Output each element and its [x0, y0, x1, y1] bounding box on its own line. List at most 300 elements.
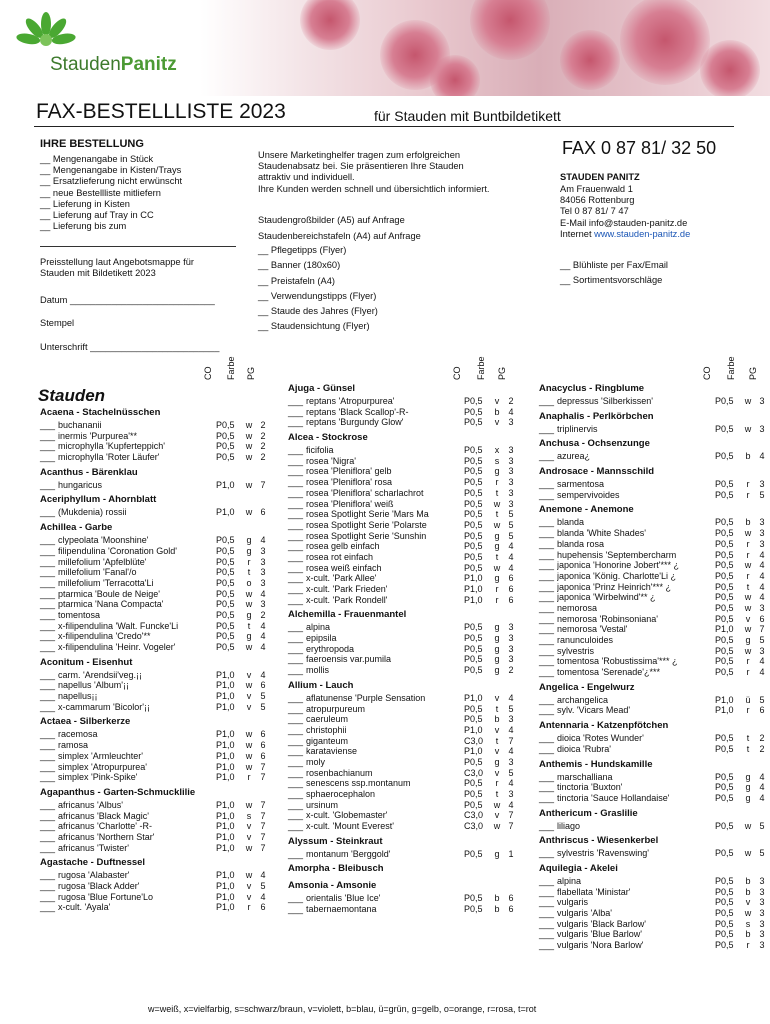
quantity-blank[interactable]: ___ [40, 420, 56, 430]
plant-row[interactable] [40, 729, 266, 740]
plant-row[interactable] [288, 498, 514, 510]
quantity-blank[interactable]: ___ [539, 479, 555, 490]
website-link[interactable]: www.stauden-panitz.de [594, 228, 691, 239]
extra-options[interactable] [560, 260, 668, 290]
plant-row[interactable] [40, 821, 266, 832]
plant-row[interactable] [288, 724, 514, 736]
plant-row[interactable] [288, 509, 514, 520]
flower-color: v [745, 897, 751, 908]
quantity-blank[interactable]: ___ [40, 740, 56, 751]
quantity-blank[interactable]: ___ [288, 541, 304, 552]
plant-row[interactable] [40, 881, 266, 892]
quantity-blank[interactable]: ___ [40, 507, 56, 518]
flower-color: r [247, 772, 251, 783]
option-item[interactable]: __ Banner (180x60) [258, 260, 341, 271]
option-item[interactable]: __ Pflegetipps (Flyer) [258, 245, 347, 255]
plant-row[interactable] [40, 535, 266, 546]
option-item[interactable]: __ Preistafeln (A4) [258, 275, 335, 286]
quantity-blank[interactable]: ___ [288, 498, 304, 509]
quantity-blank[interactable]: ___ [288, 530, 304, 541]
price-group: 6 [508, 584, 514, 594]
price-group: 6 [508, 904, 514, 915]
plant-row[interactable] [539, 743, 765, 755]
quantity-blank[interactable]: ___ [539, 897, 555, 908]
quantity-blank[interactable]: ___ [288, 584, 304, 594]
quantity-blank[interactable]: ___ [40, 479, 56, 490]
flower-color: r [746, 705, 750, 716]
plant-row[interactable] [40, 599, 266, 610]
quantity-blank[interactable]: ___ [40, 609, 56, 620]
genus-heading: Androsace - Mannsschild [539, 466, 655, 478]
quantity-blank[interactable]: ___ [539, 517, 555, 528]
quantity-blank[interactable]: ___ [539, 733, 555, 744]
quantity-blank[interactable]: ___ [539, 624, 555, 635]
plant-row[interactable] [539, 929, 765, 940]
quantity-blank[interactable]: ___ [288, 594, 304, 605]
quantity-blank[interactable]: ___ [40, 750, 56, 761]
quantity-blank[interactable]: ___ [539, 705, 555, 716]
order-options[interactable] [40, 154, 182, 232]
quantity-blank[interactable]: ___ [40, 642, 56, 652]
price-group: 2 [260, 609, 266, 620]
marketing-options[interactable] [258, 245, 378, 337]
quantity-blank[interactable]: ___ [40, 891, 56, 902]
plant-row[interactable] [539, 918, 765, 930]
quantity-blank[interactable]: ___ [539, 908, 555, 918]
quantity-blank[interactable]: ___ [539, 929, 555, 940]
plant-name: vulgaris 'Blue Barlow' [557, 929, 642, 940]
quantity-blank[interactable]: ___ [539, 592, 555, 603]
quantity-blank[interactable]: ___ [288, 643, 304, 654]
plant-row[interactable] [288, 714, 514, 725]
plant-row[interactable] [539, 656, 765, 667]
plant-row[interactable] [288, 562, 514, 574]
option-item[interactable]: __ Ersatzlieferung nicht erwünscht [40, 176, 183, 187]
quantity-blank[interactable]: ___ [539, 528, 555, 539]
quantity-blank[interactable]: ___ [40, 821, 56, 832]
plant-row[interactable] [539, 592, 765, 603]
plant-row[interactable] [539, 771, 765, 783]
quantity-blank[interactable]: ___ [40, 441, 56, 452]
quantity-blank[interactable]: ___ [288, 810, 304, 821]
col-header-pg: PG [246, 366, 256, 380]
genus-heading: Anemone - Anemone [539, 504, 634, 516]
plant-row[interactable] [539, 897, 765, 908]
pot-size: P1,0 [216, 761, 235, 772]
plant-name: sempervivoides [557, 489, 620, 500]
plant-row[interactable] [539, 667, 765, 678]
plant-row[interactable] [539, 549, 765, 561]
quantity-blank[interactable]: ___ [539, 656, 555, 667]
plant-row[interactable] [539, 886, 765, 898]
plant-row[interactable] [40, 567, 266, 578]
pot-size: P0,5 [715, 733, 734, 744]
quantity-blank[interactable]: ___ [288, 735, 304, 746]
quantity-blank[interactable]: ___ [288, 562, 304, 573]
quantity-blank[interactable]: ___ [288, 519, 304, 530]
plant-row[interactable] [288, 417, 514, 428]
flower-color: v [494, 810, 500, 821]
quantity-blank[interactable]: ___ [40, 588, 56, 599]
plant-row[interactable] [539, 528, 765, 539]
option-item[interactable]: __ Staude des Jahres (Flyer) [258, 306, 378, 317]
plant-name: alpina [306, 622, 331, 633]
pot-size: P0,5 [464, 622, 483, 633]
plant-row[interactable] [40, 740, 266, 751]
plant-row[interactable] [539, 423, 765, 435]
quantity-blank[interactable]: ___ [40, 902, 56, 913]
quantity-blank[interactable]: ___ [288, 904, 304, 915]
plant-row[interactable] [288, 643, 514, 655]
plant-row[interactable] [539, 733, 765, 744]
quantity-blank[interactable]: ___ [40, 799, 56, 810]
genus-heading: Anchusa - Ochsenzunge [539, 438, 650, 450]
plant-row[interactable] [539, 396, 765, 407]
plant-row[interactable] [539, 624, 765, 635]
quantity-blank[interactable]: ___ [539, 771, 555, 782]
price-group: 5 [759, 635, 765, 645]
quantity-blank[interactable]: ___ [288, 633, 304, 644]
plant-row[interactable] [539, 613, 765, 625]
plant-row[interactable] [40, 430, 266, 442]
quantity-blank[interactable]: ___ [539, 875, 555, 886]
plant-row[interactable] [40, 588, 266, 600]
quantity-blank[interactable]: ___ [288, 767, 304, 778]
plant-row[interactable] [288, 584, 514, 595]
price-group: 7 [260, 772, 266, 783]
plant-row[interactable] [288, 477, 514, 488]
price-group: 4 [759, 782, 765, 793]
option-item[interactable]: __ neue Bestellliste mitliefern [40, 187, 161, 198]
price-group: 6 [260, 750, 266, 761]
plant-row[interactable] [40, 620, 266, 632]
plant-row[interactable] [539, 875, 765, 887]
quantity-blank[interactable]: ___ [288, 477, 304, 488]
quantity-blank[interactable]: ___ [539, 782, 555, 793]
quantity-blank[interactable]: ___ [539, 538, 555, 549]
plant-name: clypeolata 'Moonshine' [58, 535, 149, 546]
quantity-blank[interactable]: ___ [40, 842, 56, 853]
pot-size: P0,5 [715, 549, 734, 560]
plant-row[interactable] [288, 622, 514, 633]
plant-row[interactable] [539, 517, 765, 528]
quantity-blank[interactable]: ___ [539, 549, 555, 560]
plant-row[interactable] [539, 694, 765, 706]
quantity-blank[interactable]: ___ [539, 451, 555, 462]
quantity-blank[interactable]: ___ [40, 729, 56, 740]
plant-row[interactable] [288, 735, 514, 747]
plant-row[interactable] [288, 487, 514, 499]
stempel-field[interactable]: Stempel [40, 318, 75, 328]
quantity-blank[interactable]: ___ [288, 487, 304, 498]
option-item[interactable]: __ Mengenangabe in Kisten/Trays [40, 165, 182, 176]
plant-row[interactable] [539, 570, 765, 582]
flower-color: w [245, 430, 253, 441]
flower-color: w [744, 645, 752, 656]
plant-row[interactable] [288, 810, 514, 821]
option-item[interactable]: __ Staudensichtung (Flyer) [258, 321, 370, 332]
plant-row[interactable] [288, 692, 514, 704]
plant-row[interactable] [539, 792, 765, 804]
flower-color: g [246, 545, 252, 556]
plant-row[interactable] [539, 940, 765, 951]
plant-row[interactable] [288, 396, 514, 407]
price-group: 4 [260, 535, 266, 546]
flower-color: b [494, 893, 500, 904]
plant-row[interactable] [288, 893, 514, 904]
plant-row[interactable] [40, 761, 266, 773]
pot-size: C3,0 [464, 767, 484, 778]
price-group: 4 [759, 560, 765, 571]
flower-color: r [746, 940, 750, 951]
datum-field[interactable]: Datum ____________________________ [40, 295, 215, 305]
quantity-blank[interactable]: ___ [288, 445, 304, 456]
plant-row[interactable] [40, 631, 266, 642]
option-item[interactable]: __ Sortimentsvorschläge [560, 275, 663, 285]
quantity-blank[interactable]: ___ [40, 870, 56, 881]
quantity-blank[interactable]: ___ [288, 746, 304, 757]
plant-row[interactable] [539, 705, 765, 716]
plant-row[interactable] [288, 665, 514, 676]
quantity-blank[interactable]: ___ [288, 654, 304, 665]
quantity-blank[interactable]: ___ [288, 714, 304, 725]
option-item[interactable]: __ Blühliste per Fax/Email [560, 260, 668, 270]
flower-color: o [246, 577, 252, 588]
quantity-blank[interactable]: ___ [539, 570, 555, 581]
plant-row[interactable] [288, 654, 514, 665]
plant-row[interactable] [288, 821, 514, 832]
flower-color: r [247, 556, 251, 567]
plant-name: vulgaris 'Nora Barlow' [557, 940, 644, 951]
plant-row[interactable] [539, 635, 765, 646]
plant-row[interactable] [40, 870, 266, 881]
plant-row[interactable] [539, 645, 765, 657]
quantity-blank[interactable]: ___ [288, 396, 304, 406]
quantity-blank[interactable]: ___ [539, 396, 555, 406]
quantity-blank[interactable]: ___ [539, 940, 555, 951]
plant-column-3 [539, 383, 765, 951]
option-item[interactable]: __ Lieferung bis zum [40, 221, 127, 232]
plant-row[interactable] [40, 642, 266, 653]
plant-row[interactable] [539, 602, 765, 614]
plant-row[interactable] [288, 530, 514, 542]
quantity-blank[interactable]: ___ [288, 724, 304, 735]
plant-row[interactable] [40, 680, 266, 691]
quantity-blank[interactable]: ___ [539, 886, 555, 897]
plant-name: rosea Spotlight Serie 'Mars Ma [306, 509, 429, 520]
flower-color: g [494, 530, 500, 541]
quantity-blank[interactable]: ___ [288, 406, 304, 417]
plant-row[interactable] [40, 441, 266, 452]
plant-row[interactable] [288, 594, 514, 606]
quantity-blank[interactable]: ___ [539, 635, 555, 645]
plant-row[interactable] [288, 789, 514, 800]
quantity-blank[interactable]: ___ [40, 680, 56, 691]
plant-row[interactable] [539, 489, 765, 501]
plant-row[interactable] [40, 420, 266, 431]
plant-row[interactable] [40, 772, 266, 783]
quantity-blank[interactable]: ___ [288, 417, 304, 428]
quantity-blank[interactable]: ___ [288, 551, 304, 562]
quantity-blank[interactable]: ___ [539, 918, 555, 929]
flower-color: g [246, 609, 252, 620]
plant-name: africanus 'Albus' [58, 799, 123, 810]
quantity-blank[interactable]: ___ [40, 881, 56, 891]
plant-row[interactable] [539, 581, 765, 593]
pot-size: P1,0 [216, 881, 235, 891]
quantity-blank[interactable]: ___ [539, 602, 555, 613]
quantity-blank[interactable]: ___ [539, 423, 555, 434]
quantity-blank[interactable]: ___ [288, 799, 304, 810]
plant-row[interactable] [288, 519, 514, 531]
quantity-blank[interactable]: ___ [539, 743, 555, 754]
quantity-blank[interactable]: ___ [539, 560, 555, 571]
plant-row[interactable] [40, 452, 266, 463]
option-item[interactable]: __ Mengenangabe in Stück [40, 154, 154, 164]
quantity-blank[interactable]: ___ [40, 430, 56, 441]
quantity-blank[interactable]: ___ [40, 577, 56, 588]
quantity-blank[interactable]: ___ [288, 821, 304, 832]
quantity-blank[interactable]: ___ [40, 810, 56, 821]
quantity-blank[interactable]: ___ [288, 756, 304, 767]
quantity-blank[interactable]: ___ [288, 848, 304, 859]
plant-row[interactable] [288, 756, 514, 768]
plant-name: montanum 'Berggold' [306, 848, 391, 859]
quantity-blank[interactable]: ___ [288, 692, 304, 703]
plant-row[interactable] [40, 479, 266, 491]
plant-row[interactable] [288, 445, 514, 456]
quantity-blank[interactable]: ___ [539, 489, 555, 500]
plant-row[interactable] [40, 701, 266, 713]
pot-size: P1,0 [216, 740, 235, 751]
flower-color: s [745, 918, 751, 929]
plant-row[interactable] [288, 746, 514, 757]
quantity-blank[interactable]: ___ [288, 509, 304, 520]
plant-row[interactable] [288, 848, 514, 860]
quantity-blank[interactable]: ___ [539, 581, 555, 592]
plant-name: blanda [557, 517, 585, 528]
quantity-blank[interactable]: ___ [539, 667, 555, 678]
pot-size: P1,0 [715, 705, 734, 716]
plant-name: tabernaemontana [306, 904, 377, 915]
unterschrift-field[interactable]: Unterschrift _________________________ [40, 342, 220, 352]
plant-row[interactable] [539, 782, 765, 793]
plant-row[interactable] [288, 541, 514, 552]
price-group: 4 [508, 541, 514, 552]
plant-row[interactable] [40, 556, 266, 568]
plant-row[interactable] [40, 691, 266, 702]
quantity-blank[interactable]: ___ [288, 665, 304, 676]
quantity-blank[interactable]: ___ [40, 599, 56, 610]
plant-row[interactable] [288, 904, 514, 915]
plant-row[interactable] [288, 633, 514, 644]
quantity-blank[interactable]: ___ [40, 761, 56, 772]
plant-row[interactable] [539, 848, 765, 859]
pot-size: P0,5 [715, 635, 734, 645]
quantity-blank[interactable]: ___ [288, 622, 304, 633]
quantity-blank[interactable]: ___ [288, 455, 304, 466]
quantity-blank[interactable]: ___ [40, 669, 56, 680]
quantity-blank[interactable]: ___ [40, 545, 56, 556]
quantity-blank[interactable]: ___ [539, 848, 555, 859]
plant-name: liliago [557, 820, 581, 831]
price-group: 6 [508, 893, 514, 904]
quantity-blank[interactable]: ___ [40, 452, 56, 463]
quantity-blank[interactable]: ___ [40, 620, 56, 631]
quantity-blank[interactable]: ___ [40, 556, 56, 567]
plant-row[interactable] [288, 406, 514, 418]
plant-row[interactable] [288, 778, 514, 789]
plant-row[interactable] [40, 669, 266, 681]
quantity-blank[interactable]: ___ [539, 613, 555, 624]
plant-row[interactable] [40, 609, 266, 621]
option-item[interactable]: __ Verwendungstipps (Flyer) [258, 290, 377, 301]
plant-row[interactable] [40, 810, 266, 822]
plant-row[interactable] [539, 560, 765, 571]
plant-row[interactable] [288, 466, 514, 477]
flower-color: w [493, 498, 501, 509]
quantity-blank[interactable]: ___ [40, 567, 56, 578]
plant-name: nemorosa [557, 602, 598, 613]
plant-row[interactable] [539, 451, 765, 462]
quantity-blank[interactable]: ___ [288, 573, 304, 584]
quantity-blank[interactable]: ___ [539, 792, 555, 803]
plant-row[interactable] [288, 703, 514, 715]
quantity-blank[interactable]: ___ [40, 691, 56, 702]
price-group: 5 [508, 509, 514, 520]
plant-row[interactable] [539, 908, 765, 919]
plant-row[interactable] [40, 842, 266, 854]
plant-name: epipsila [306, 633, 337, 644]
quantity-blank[interactable]: ___ [288, 893, 304, 904]
quantity-blank[interactable]: ___ [40, 772, 56, 783]
plant-row[interactable] [40, 545, 266, 557]
pot-size: P0,5 [715, 570, 734, 581]
quantity-blank[interactable]: ___ [288, 466, 304, 477]
plant-row[interactable] [40, 750, 266, 762]
plant-row[interactable] [539, 479, 765, 490]
plant-row[interactable] [288, 799, 514, 811]
option-item[interactable]: __ Lieferung in Kisten [40, 198, 130, 209]
quantity-blank[interactable]: ___ [40, 701, 56, 712]
price-group: 3 [508, 714, 514, 725]
quantity-blank[interactable]: ___ [539, 820, 555, 831]
plant-row[interactable] [40, 831, 266, 843]
plant-row[interactable] [539, 538, 765, 550]
plant-row[interactable] [40, 577, 266, 589]
quantity-blank[interactable]: ___ [40, 535, 56, 546]
quantity-blank[interactable]: ___ [539, 645, 555, 656]
plant-row[interactable] [40, 507, 266, 518]
plant-row[interactable] [539, 820, 765, 832]
quantity-blank[interactable]: ___ [40, 831, 56, 842]
plant-row[interactable] [288, 551, 514, 563]
plant-row[interactable] [40, 799, 266, 811]
quantity-blank[interactable]: ___ [288, 789, 304, 799]
quantity-blank[interactable]: ___ [288, 703, 304, 714]
quantity-blank[interactable]: ___ [288, 778, 304, 789]
plant-row[interactable] [288, 573, 514, 584]
plant-row[interactable] [40, 891, 266, 903]
plant-row[interactable] [40, 902, 266, 913]
plant-row[interactable] [288, 767, 514, 779]
plant-row[interactable] [288, 455, 514, 467]
quantity-blank[interactable]: ___ [40, 631, 56, 642]
option-item[interactable]: __ Lieferung auf Tray in CC [40, 209, 154, 220]
pot-size: P0,5 [715, 875, 734, 886]
quantity-blank[interactable]: ___ [539, 694, 555, 705]
pot-size: P0,5 [216, 609, 235, 620]
